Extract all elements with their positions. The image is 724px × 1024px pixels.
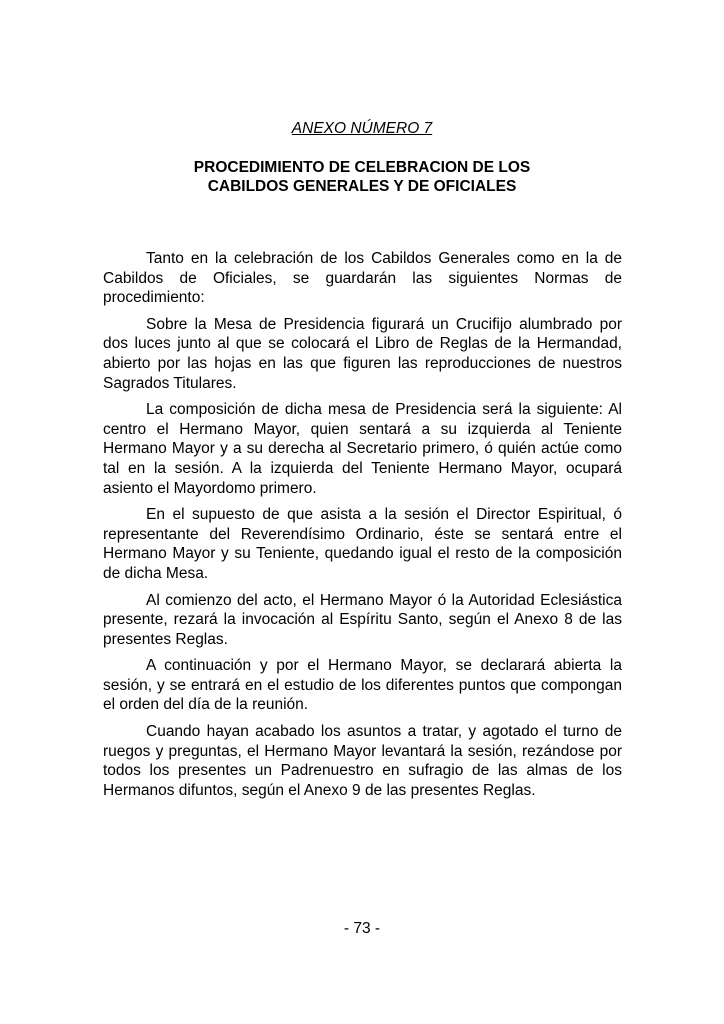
document-title-line-2: CABILDOS GENERALES Y DE OFICIALES [207,178,517,195]
annex-heading: ANEXO NÚMERO 7 [291,120,433,137]
paragraph: En el supuesto de que asista a la sesión el Director Espiritual, ó representante del Reverendísimo Ordinario, éste se sentará entre el Hermano Mayor y su Teniente, quedando igual el resto de la composición de dicha Mesa. [103,506,622,582]
document-title [0,158,724,196]
page-number: - 73 - [343,920,381,937]
document-title-line-1: PROCEDIMIENTO DE CELEBRACION DE LOS [193,159,531,176]
body-text [103,249,622,807]
paragraph: Tanto en la celebración de los Cabildos Generales como en la de Cabildos de Oficiales, se guardarán las siguientes Normas de procedimiento: [103,250,622,307]
paragraph: Al comienzo del acto, el Hermano Mayor ó la Autoridad Eclesiástica presente, rezará la invocación al Espíritu Santo, según el Anexo 8 de las presentes Reglas. [103,591,622,648]
paragraph: Cuando hayan acabado los asuntos a tratar, y agotado el turno de ruegos y preguntas, el Hermano Mayor levantará la sesión, rezándose por todos los presentes un Padrenuestro en sufragio de las almas de los Hermanos difuntos, según el Anexo 9 de las presentes Reglas. [103,723,622,799]
paragraph: Sobre la Mesa de Presidencia figurará un Crucifijo alumbrado por dos luces junto al que se colocará el Libro de Reglas de la Hermandad, abierto por las hojas en las que figuren las reproducciones de nuestros Sagrados Titulares. [103,315,622,392]
paragraph: La composición de dicha mesa de Presidencia será la siguiente: Al centro el Hermano Mayor, quien sentará a su izquierda al Teniente Hermano Mayor y a su derecha al Secretario primero, ó quién actúe como tal en la sesión. A la izquierda del Teniente Hermano Mayor, ocupará asiento el Mayordomo primero. [103,401,622,497]
paragraph: A continuación y por el Hermano Mayor, se declarará abierta la sesión, y se entrará en el estudio de los diferentes puntos que compongan el orden del día de la reunión. [103,657,622,714]
